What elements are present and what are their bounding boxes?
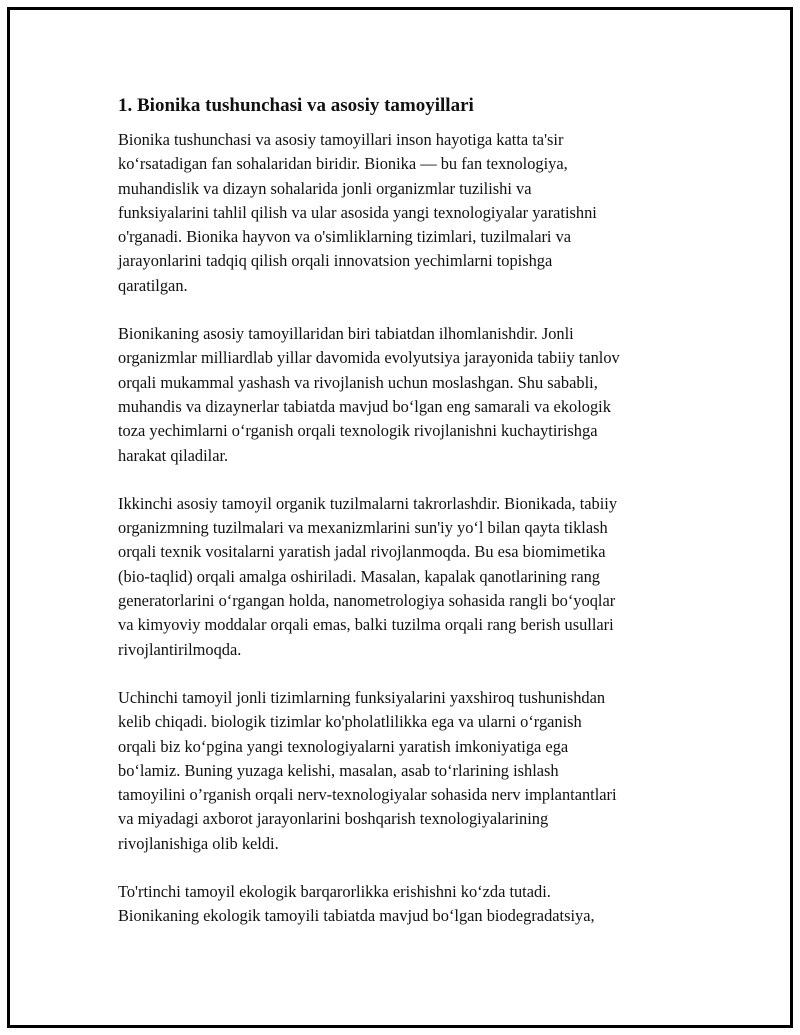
text-line: orqali biz ko‘pgina yangi texnologiyalarni yaratish imkoniyatiga ega	[118, 736, 569, 756]
text-line: va miyadagi axborot jarayonlarini boshqarish texnologiyalarining	[118, 809, 549, 829]
text-line: To'rtinchi tamoyil ekologik barqarorlikka erishishni ko‘zda tutadi.	[118, 882, 551, 902]
text-line: Bionika tushunchasi va asosiy tamoyillari inson hayotiga katta ta'sir	[118, 130, 564, 149]
text-line: jarayonlarini tadqiq qilish orqali innovatsion yechimlarni topishga	[118, 251, 553, 271]
text-line: Bionikaning asosiy tamoyillaridan biri tabiatdan ilhomlanishdir. Jonli	[118, 324, 574, 344]
paragraph-5	[118, 880, 693, 929]
text-line: (bio-taqlid) orqali amalga oshiriladi. Masalan, kapalak qanotlarining rang	[118, 566, 601, 586]
text-line: Uchinchi tamoyil jonli tizimlarning funksiyalarini yaxshiroq tushunishdan	[118, 687, 606, 707]
text-line: bo‘lamiz. Buning yuzaga kelishi, masalan, asab to‘rlarining ishlash	[118, 760, 559, 780]
document-body	[118, 92, 693, 953]
text-line: ko‘rsatadigan fan sohalaridan biridir. Bionika — bu fan texnologiya,	[118, 154, 568, 174]
section-heading: 1. Bionika tushunchasi va asosiy tamoyillari	[118, 95, 474, 116]
text-line: rivojlantirilmoqda.	[118, 639, 242, 659]
text-line: harakat qiladilar.	[118, 445, 229, 465]
text-line: generatorlarini o‘rgangan holda, nanometrologiya sohasida rangli bo‘yoqlar	[118, 591, 616, 611]
paragraph-4	[118, 686, 693, 856]
text-line: organizmlar milliardlab yillar davomida evolyutsiya jarayonida tabiiy tanlov	[118, 348, 620, 368]
text-line: tamoyilini o’rganish orqali nerv-texnologiyalar sohasida nerv implantantlari	[118, 785, 617, 805]
text-line: organizmning tuzilmalari va mexanizmlarini sun'iy yo‘l bilan qayta tiklash	[118, 518, 608, 538]
text-line: rivojlanishiga olib keldi.	[118, 833, 279, 853]
text-line: muhandislik va dizayn sohalarida jonli organizmlar tuzilishi va	[118, 178, 532, 198]
text-line: toza yechimlarni o‘rganish orqali texnologik rivojlanishni kuchaytirishga	[118, 421, 598, 441]
text-line: orqali mukammal yashash va rivojlanish uchun moslashgan. Shu sababli,	[118, 372, 598, 392]
text-line: Ikkinchi asosiy tamoyil organik tuzilmalarni takrorlashdir. Bionikada, tabiiy	[118, 493, 618, 513]
text-line: muhandis va dizaynerlar tabiatda mavjud bo‘lgan eng samarali va ekologik	[118, 396, 611, 416]
paragraph-3	[118, 492, 693, 662]
text-line: va kimyoviy moddalar orqali emas, balki tuzilma orqali rang berish usullari	[118, 615, 614, 635]
text-line: o'rganadi. Bionika hayvon va o'simliklarning tizimlari, tuzilmalari va	[118, 227, 572, 247]
text-line: Bionikaning ekologik tamoyili tabiatda mavjud bo‘lgan biodegradatsiya,	[118, 906, 595, 926]
text-line: orqali texnik vositalarni yaratish jadal rivojlanmoqda. Bu esa biomimetika	[118, 542, 606, 562]
text-line: funksiyalarini tahlil qilish va ular asosida yangi texnologiyalar yaratishni	[118, 202, 597, 222]
paragraph-1	[118, 128, 693, 298]
text-line: qaratilgan.	[118, 275, 188, 295]
text-line: kelib chiqadi. biologik tizimlar ko'pholatlilikka ega va ularni o‘rganish	[118, 712, 582, 732]
paragraph-2	[118, 322, 693, 468]
